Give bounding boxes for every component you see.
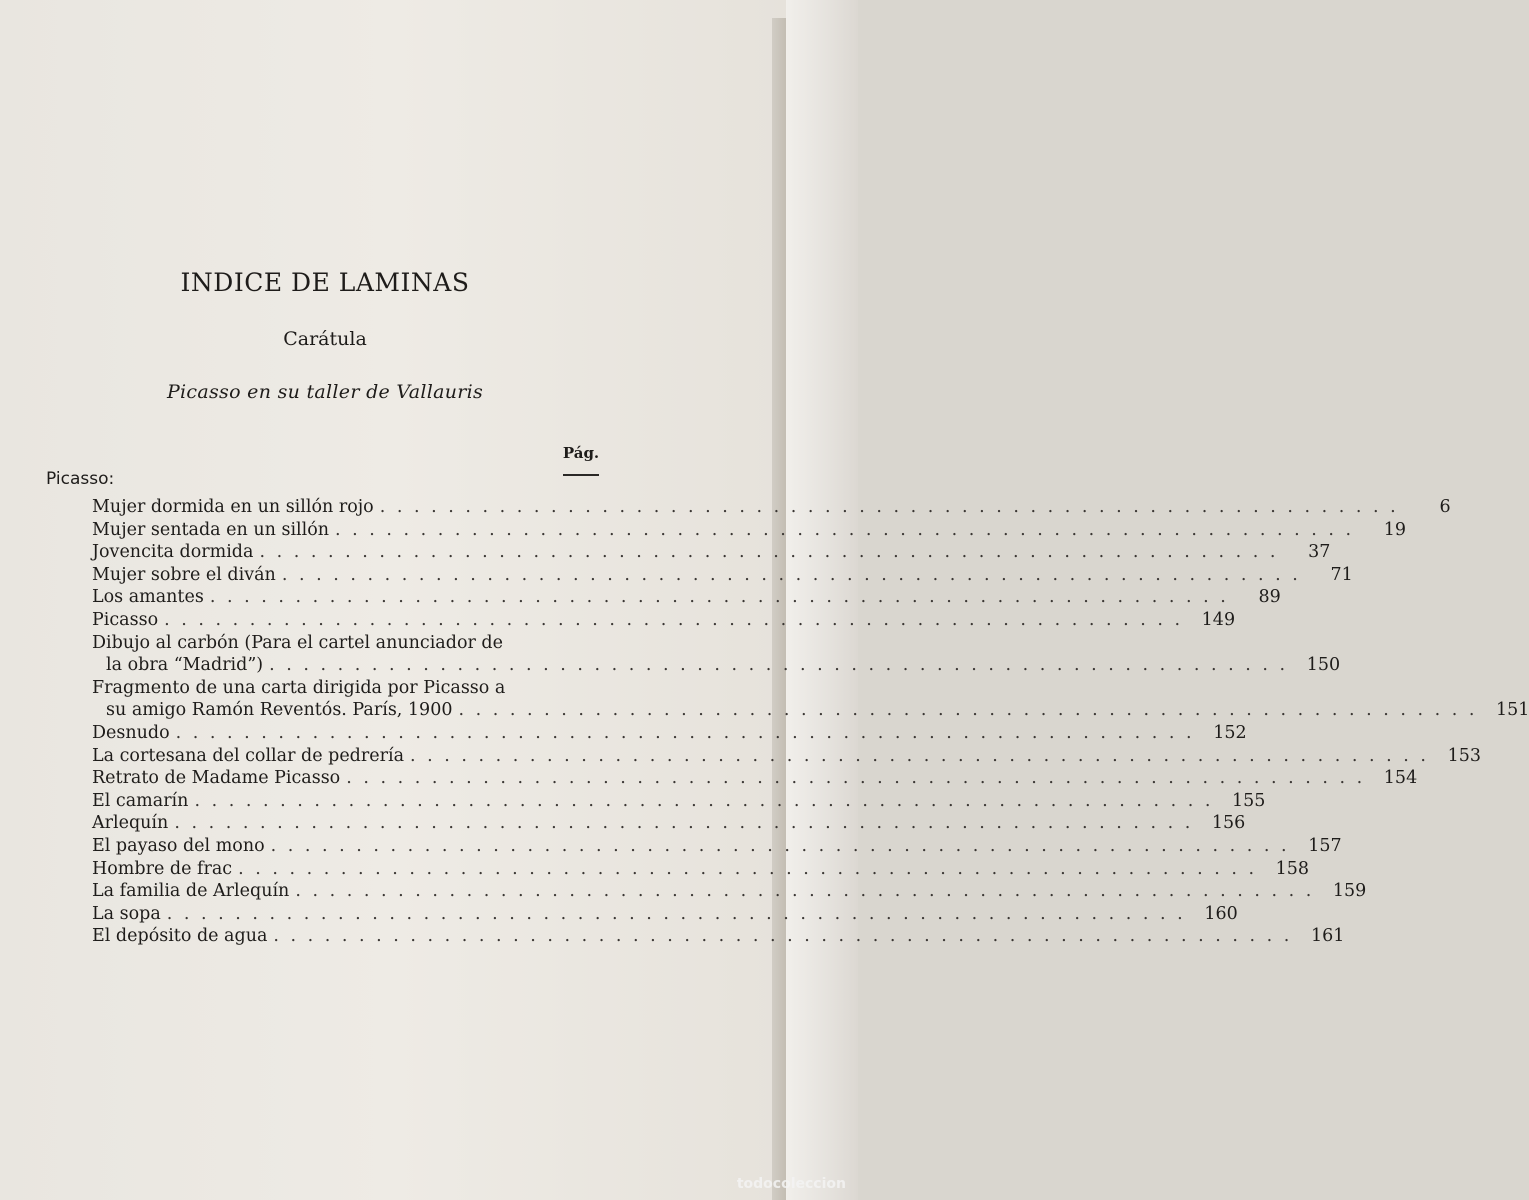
plate-page-number: 152 — [1213, 722, 1247, 743]
dot-leader: . . . . . . . . . . . . . . . . . . . . . . . . . . . . . . . . . . . . . . . . . . . . . . . . . . . . . . . . . . . . — [269, 655, 1289, 676]
plate-entry — [92, 790, 1266, 813]
dot-leader: . . . . . . . . . . . . . . . . . . . . . . . . . . . . . . . . . . . . . . . . . . . . . . . . . . . . . . . . . . . . — [335, 519, 1355, 540]
plate-page-number: 19 — [1383, 519, 1407, 540]
plate-entry — [92, 835, 1342, 858]
index-title: INDICE DE LAMINAS — [180, 268, 470, 297]
dot-leader: . . . . . . . . . . . . . . . . . . . . . . . . . . . . . . . . . . . . . . . . . . . . . . . . . . . . . . . . . . . . — [295, 881, 1315, 902]
plate-title-line — [92, 609, 1236, 632]
plate-page-number: 71 — [1330, 564, 1353, 585]
plate-entry — [92, 858, 1310, 881]
plate-entry — [92, 541, 1331, 564]
plate-entry — [92, 586, 1281, 609]
plate-title: Picasso — [92, 609, 159, 630]
artist-group-label: Picasso: — [46, 469, 115, 489]
plate-title: El depósito de agua — [92, 926, 268, 947]
plate-page-number: 159 — [1332, 881, 1367, 902]
dot-leader: . . . . . . . . . . . . . . . . . . . . . . . . . . . . . . . . . . . . . . . . . . . . . . . . . . . . . . . . . . . . — [259, 542, 1279, 563]
plate-entry — [92, 925, 1345, 948]
plate-title-line — [92, 722, 1247, 745]
plate-page-number: 37 — [1308, 542, 1331, 563]
plate-entry — [92, 609, 1236, 632]
dot-leader: . . . . . . . . . . . . . . . . . . . . . . . . . . . . . . . . . . . . . . . . . . . . . . . . . . . . . . . . . . . . — [379, 497, 1399, 517]
plate-title: su amigo Ramón Reventós. París, 1900 — [106, 700, 453, 721]
dot-leader: . . . . . . . . . . . . . . . . . . . . . . . . . . . . . . . . . . . . . . . . . . . . . . . . . . . . . . . . . . . . — [238, 858, 1258, 879]
plate-title: El payaso del mono — [92, 835, 265, 856]
watermark: todocoleccion — [736, 1176, 846, 1192]
plate-page-number: 157 — [1308, 835, 1342, 856]
plate-entry — [92, 812, 1246, 835]
plate-title: Mujer sobre el diván — [92, 564, 276, 585]
dot-leader: . . . . . . . . . . . . . . . . . . . . . . . . . . . . . . . . . . . . . . . . . . . . . . . . . . . . . . . . . . . . — [281, 564, 1301, 585]
plate-title: Los amantes — [92, 587, 204, 608]
dot-leader: . . . . . . . . . . . . . . . . . . . . . . . . . . . . . . . . . . . . . . . . . . . . . . . . . . . . . . . . . . . . — [164, 609, 1184, 630]
plate-entry — [92, 564, 1353, 587]
plate-entry — [92, 880, 1367, 903]
plate-page-number: 154 — [1383, 768, 1418, 789]
dot-leader: . . . . . . . . . . . . . . . . . . . . . . . . . . . . . . . . . . . . . . . . . . . . . . . . . . . . . . . . . . . . — [410, 745, 1429, 766]
dot-leader: . . . . . . . . . . . . . . . . . . . . . . . . . . . . . . . . . . . . . . . . . . . . . . . . . . . . . . . . . . . . — [209, 587, 1229, 608]
dot-leader: . . . . . . . . . . . . . . . . . . . . . . . . . . . . . . . . . . . . . . . . . . . . . . . . . . . . . . . . . . . . — [273, 926, 1293, 947]
dot-leader: . . . . . . . . . . . . . . . . . . . . . . . . . . . . . . . . . . . . . . . . . . . . . . . . . . . . . . . . . . . . — [175, 722, 1195, 743]
plate-title-line — [92, 496, 1451, 519]
plate-title-line — [92, 541, 1331, 564]
plate-page-number: 158 — [1275, 858, 1310, 879]
plate-page-number: 156 — [1211, 813, 1246, 834]
plate-title: Mujer sentada en un sillón — [92, 519, 330, 540]
plate-title: Desnudo — [92, 722, 170, 743]
page-column-rule — [563, 474, 599, 476]
plate-title: La cortesana del collar de pedrería — [92, 745, 405, 766]
plate-page-number: 151 — [1496, 700, 1529, 721]
plates-list — [92, 496, 1529, 948]
plate-entry — [92, 519, 1407, 542]
plate-title-line — [92, 564, 1353, 587]
dot-leader: . . . . . . . . . . . . . . . . . . . . . . . . . . . . . . . . . . . . . . . . . . . . . . . . . . . . . . . . . . . . — [194, 790, 1214, 811]
plate-page-number: 153 — [1447, 745, 1481, 766]
plate-title: Jovencita dormida — [92, 542, 254, 563]
plate-entry — [92, 767, 1418, 790]
plate-page-number: 160 — [1204, 903, 1238, 924]
dot-leader: . . . . . . . . . . . . . . . . . . . . . . . . . . . . . . . . . . . . . . . . . . . . . . . . . . . . . . . . . . . . — [166, 903, 1186, 924]
plate-title-line — [92, 632, 597, 655]
dot-leader: . . . . . . . . . . . . . . . . . . . . . . . . . . . . . . . . . . . . . . . . . . . . . . . . . . . . . . . . . . . . — [346, 768, 1366, 789]
plate-title: El camarín — [92, 790, 189, 811]
plate-title-line — [92, 745, 1481, 768]
page-column-header: Pág. — [562, 444, 600, 462]
plate-title: Arlequín — [92, 813, 169, 834]
plate-entry — [92, 632, 1341, 677]
plate-title-line — [92, 858, 1310, 881]
plate-title-line — [92, 835, 1342, 858]
plate-title: La sopa — [92, 903, 161, 924]
plate-page-number: 155 — [1232, 790, 1266, 811]
plate-title: La familia de Arlequín — [92, 881, 290, 902]
plate-title-continuation — [92, 699, 1529, 722]
plate-page-number: 6 — [1439, 497, 1451, 517]
plate-entry — [92, 722, 1247, 745]
plate-title-line — [92, 586, 1281, 609]
plate-title-line — [92, 677, 597, 700]
plate-title-line — [92, 790, 1266, 813]
plate-title-line — [92, 519, 1407, 542]
plate-title: Fragmento de una carta dirigida por Picasso a — [92, 677, 506, 698]
plate-page-number: 161 — [1310, 926, 1345, 947]
plate-title-line — [92, 812, 1246, 835]
plate-entry — [92, 903, 1238, 926]
plate-entry — [92, 745, 1481, 768]
plate-page-number: 150 — [1306, 655, 1341, 676]
plate-title-line — [92, 880, 1367, 903]
plate-page-number: 149 — [1201, 609, 1236, 630]
frontispiece-caption: Picasso en su taller de Vallauris — [166, 381, 484, 403]
plate-title-continuation — [92, 654, 1341, 677]
plate-title: Hombre de frac — [92, 858, 233, 879]
plate-title-line — [92, 767, 1418, 790]
plate-title: Dibujo al carbón (Para el cartel anunciador de — [92, 632, 503, 653]
dot-leader: . . . . . . . . . . . . . . . . . . . . . . . . . . . . . . . . . . . . . . . . . . . . . . . . . . . . . . . . . . . . — [458, 700, 1478, 721]
plate-entry — [92, 677, 1529, 722]
dot-leader: . . . . . . . . . . . . . . . . . . . . . . . . . . . . . . . . . . . . . . . . . . . . . . . . . . . . . . . . . . . . — [174, 813, 1194, 834]
plate-title-line — [92, 903, 1238, 926]
plate-title: Mujer dormida en un sillón rojo — [92, 497, 374, 517]
plate-title-line — [92, 925, 1345, 948]
plate-page-number: 89 — [1258, 587, 1281, 608]
frontispiece-label: Carátula — [283, 328, 367, 350]
plate-entry — [92, 496, 1451, 519]
plate-title: la obra “Madrid”) — [106, 655, 264, 676]
dot-leader: . . . . . . . . . . . . . . . . . . . . . . . . . . . . . . . . . . . . . . . . . . . . . . . . . . . . . . . . . . . . — [270, 835, 1290, 856]
plate-title: Retrato de Madame Picasso — [92, 768, 341, 789]
